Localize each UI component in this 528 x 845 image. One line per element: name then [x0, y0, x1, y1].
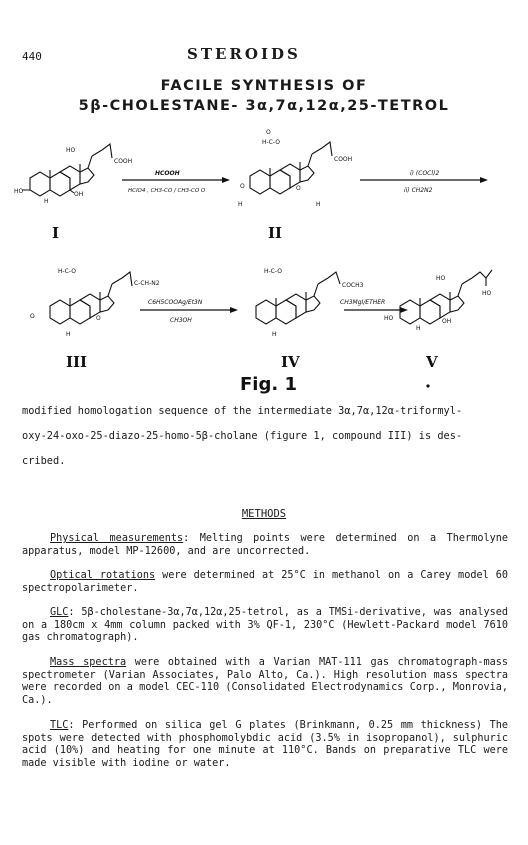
compound-V-structure [384, 270, 492, 332]
o-label-II-left: O [240, 183, 245, 190]
compound-label-I: I [52, 224, 60, 242]
intro-paragraph [22, 404, 508, 479]
intro-line-1: modified homologation sequence of the intermediate 3α,7α,12α-triformyl- [22, 405, 463, 417]
h-label-II-right: H [316, 201, 321, 208]
ho-label-V-left: HO [384, 315, 394, 322]
glc-paragraph [22, 607, 508, 645]
compound-II-structure [238, 129, 352, 208]
h-label-I: H [44, 198, 49, 205]
o-label-II-top: O [266, 129, 271, 136]
physical-text: : Melting points were determined on a Thermolyne apparatus, model MP-12600, and are uncorrected. [22, 533, 508, 557]
figure-caption: Fig. 1 [240, 374, 297, 395]
o-label-III-right: O [96, 315, 101, 322]
oh-label-V: OH [442, 318, 452, 325]
compound-III-structure [30, 268, 160, 338]
glc-text: : 5β-cholestane-3α,7α,12α,25-tetrol, as a TMSi-derivative, was analysed on a 180cm x 4mm column packed with 3% QF-1, 230°C (Hewlett-Packard model 7610 gas chromatograph). [22, 607, 508, 643]
page-number: 440 [22, 50, 42, 63]
mass-label: Mass spectra [50, 657, 127, 668]
intro-line-2: oxy-24-oxo-25-diazo-25-homo-5β-cholane (figure 1, compound III) is des- [22, 430, 463, 442]
ho-label-V-side: HO [482, 290, 492, 297]
h-label-III: H [66, 331, 71, 338]
step2-reagent-bottom: ii) CH2N2 [404, 187, 433, 194]
coch3-label-IV: COCH3 [342, 282, 364, 289]
compound-label-IV: IV [281, 353, 300, 371]
tlc-text: : Performed on silica gel G plates (Brinkmann, 0.25 mm thickness) The spots were detected with phosphomolybdic acid (3.5% in isopropanol), sulphuric acid (10%) and heating for one minute at 110°C. Bands on preparative TLC were made visible with iodine or water. [22, 720, 508, 769]
reaction-scheme-figure [0, 120, 528, 395]
compound-label-II: II [268, 224, 283, 242]
compound-label-V: V [426, 353, 438, 371]
compound-label-III: III [66, 353, 88, 371]
optical-label: Optical rotations [50, 570, 156, 581]
o-label-II-right: O [296, 185, 301, 192]
article-title-line2: 5β-CHOLESTANE- 3α,7α,12α,25-TETROL [78, 98, 450, 114]
diazo-label-III: C-CH-N2 [134, 280, 160, 287]
optical-rotations-paragraph [22, 570, 508, 595]
step3-reagent-top: C6H5COOAg/Et3N [148, 299, 203, 306]
cooh-label-I: COOH [114, 158, 133, 165]
optical-text: were determined at 25°C in methanol on a Carey model 60 spectropolarimeter. [22, 570, 508, 594]
h-label-II-left: H [238, 201, 243, 208]
h-label-V: H [416, 325, 421, 332]
mass-text: were obtained with a Varian MAT-111 gas chromatograph-mass spectrometer (Varian Associates, Palo Alto, Ca.). High resolution mass spectra were recorded on a model CEC-110 (Consolidated Electrodynamics Corp., Monrovia, Ca.). [22, 657, 508, 706]
intro-line-3: cribed. [22, 455, 66, 467]
step4-reagent-top: CH3MgI/ETHER [340, 299, 386, 306]
formyl-label-III: H-C-O [58, 268, 76, 275]
step2-reagent-top: i) (COCl)2 [410, 170, 440, 177]
journal-name: STEROIDS [187, 45, 301, 63]
step1-reagent-bottom: HClO4 , CH3-CO / CH3-CO O [128, 188, 206, 194]
physical-label: Physical measurements [50, 533, 184, 544]
glc-label: GLC [50, 607, 69, 618]
ho-label-I-left: HO [14, 188, 24, 195]
cooh-label-II: COOH [334, 156, 353, 163]
o-label-III-left: O [30, 313, 35, 320]
step3-reagent-bottom: CH3OH [170, 317, 192, 324]
tlc-label: TLC [50, 720, 69, 731]
formyl-label-II: H-C-O [262, 139, 280, 146]
compound-I-structure [14, 144, 132, 205]
article-title-line1: FACILE SYNTHESIS OF [160, 78, 368, 94]
formyl-label-IV: H-C-O [264, 268, 282, 275]
physical-measurements-paragraph [22, 533, 508, 558]
ho-label-V-top: HO [436, 275, 446, 282]
methods-heading: METHODS [241, 508, 287, 520]
step1-reagent-top: HCOOH [155, 170, 180, 177]
oh-label-I: OH [74, 191, 84, 198]
h-label-IV: H [272, 331, 277, 338]
ho-label-I-top: HO [66, 147, 76, 154]
mass-spectra-paragraph [22, 657, 508, 707]
tlc-paragraph [22, 720, 508, 770]
